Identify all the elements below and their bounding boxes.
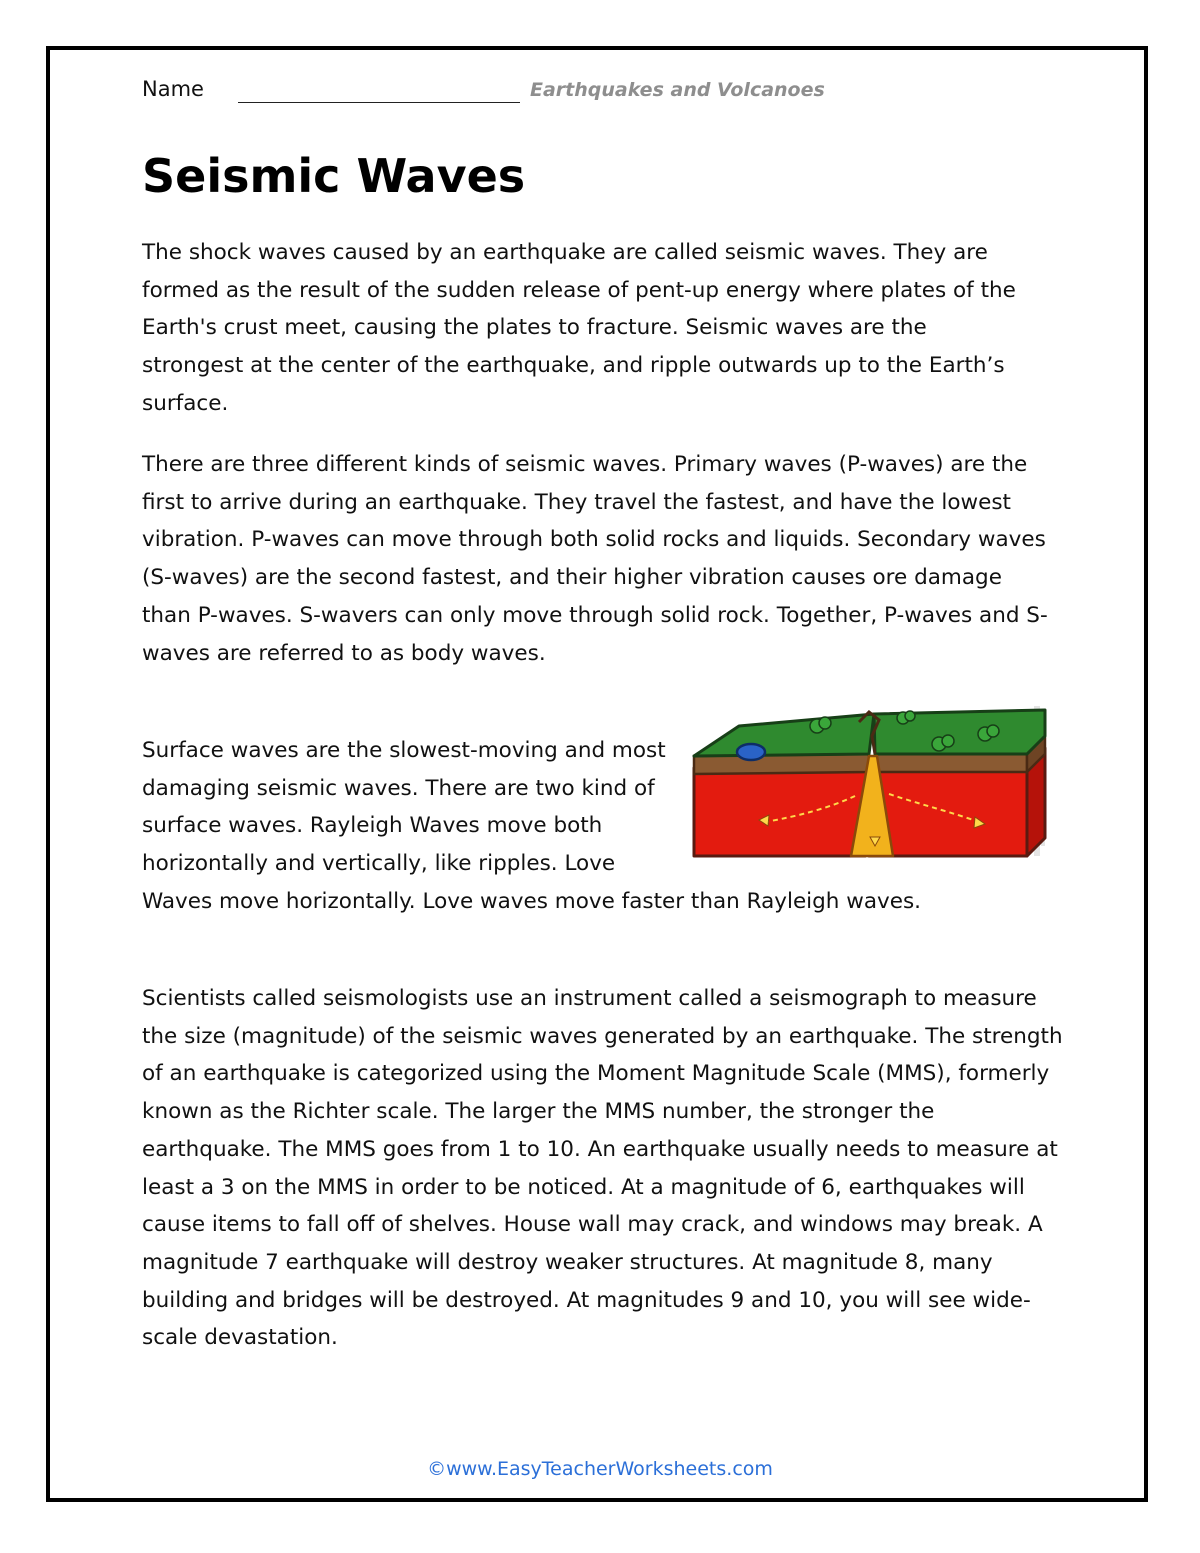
name-field-line[interactable] xyxy=(238,102,520,103)
paragraph-body-waves: There are three different kinds of seismic waves. Primary waves (P-waves) are the first to arrive during an earthquake. They travel the fastest, and have the lowest vibration. P-waves can move through both solid rocks and liquids. Secondary waves (S-waves) are the second fastest, and their higher vibration causes ore damage than P-waves. S-wavers can only move through solid rock. Together, P-waves and S-waves are referred to as body waves. xyxy=(142,452,1048,666)
paragraph-surface-waves-text: Surface waves are the slowest-moving and most damaging seismic waves. There are two kind of surface waves. Rayleigh Waves move both horizontally and vertically, like ripples. Love Waves move horizontally. Love waves move faster than Rayleigh waves. xyxy=(142,738,921,914)
paragraph-intro: The shock waves caused by an earthquake are called seismic waves. They are formed as the result of the sudden release of pent-up energy where plates of the Earth's crust meet, causing the plates to fracture. Seismic waves are the strongest at the center of the earthquake, and ripple outwards up to the Earth’s surface. xyxy=(142,240,1016,416)
name-label: Name xyxy=(142,77,204,101)
fault-block-diagram-icon xyxy=(689,696,1067,858)
paragraph-surface-waves xyxy=(142,732,1022,921)
subject-label: Earthquakes and Volcanoes xyxy=(530,79,825,101)
paragraph-seismograph: Scientists called seismologists use an instrument called a seismograph to measure the size (magnitude) of the seismic waves generated by an earthquake. The strength of an earthquake is categorized using the Moment Magnitude Scale (MMS), formerly known as the Richter scale. The larger the MMS number, the stronger the earthquake. The MMS goes from 1 to 10. An earthquake usually needs to measure at least a 3 on the MMS in order to be noticed. At a magnitude of 6, earthquakes will cause items to fall off of shelves. House wall may crack, and windows may break. A magnitude 7 earthquake will destroy weaker structures. At magnitude 8, many building and bridges will be destroyed. At magnitudes 9 and 10, you will see wide-scale devastation. xyxy=(142,986,1063,1351)
page-title: Seismic Waves xyxy=(142,149,526,203)
worksheet-header xyxy=(142,76,882,106)
footer-copyright[interactable]: ©www.EasyTeacherWorksheets.com xyxy=(427,1458,773,1480)
